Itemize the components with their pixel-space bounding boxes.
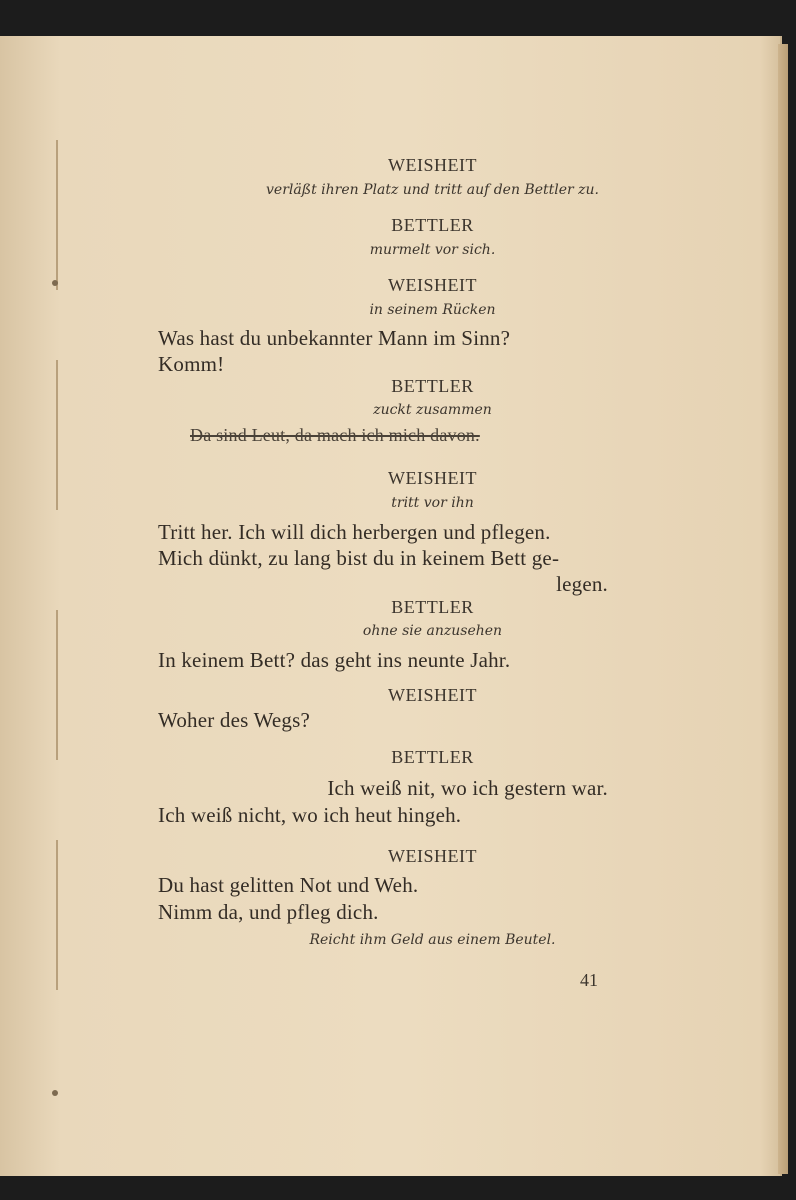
verse-line: Mich dünkt, zu lang bist du in keinem Bett ge- (158, 546, 560, 570)
verse-line: Woher des Wegs? (158, 708, 311, 732)
speaker-name: BETTLER (391, 376, 474, 396)
verse-line: legen. (556, 572, 608, 596)
stage-direction: zuckt zusammen (373, 402, 492, 418)
binding-thread (56, 140, 58, 290)
binding-stitch (52, 280, 58, 286)
speaker-name: WEISHEIT (388, 275, 477, 295)
page-edge (778, 44, 788, 1174)
verse-line: In keinem Bett? das geht ins neunte Jahr. (158, 648, 511, 672)
speaker-name: BETTLER (391, 747, 474, 767)
stage-direction: verläßt ihren Platz und tritt auf den Bettler zu. (266, 182, 599, 198)
stage-direction: Reicht ihm Geld aus einem Beutel. (309, 932, 556, 948)
stage-direction: tritt vor ihn (391, 495, 474, 511)
verse-line: Komm! (158, 352, 225, 376)
binding-stitch (52, 1090, 58, 1096)
verse-line: Tritt her. Ich will dich herbergen und pflegen. (158, 520, 551, 544)
verse-line: Ich weiß nicht, wo ich heut hingeh. (158, 803, 462, 827)
speaker-name: WEISHEIT (388, 468, 477, 488)
stage-direction: in seinem Rücken (369, 302, 496, 318)
speaker-name: BETTLER (391, 597, 474, 617)
stage-direction: murmelt vor sich. (369, 242, 496, 258)
binding-thread (56, 840, 58, 990)
page-number: 41 (580, 970, 598, 990)
verse-line: Nimm da, und pfleg dich. (158, 900, 379, 924)
speaker-name: BETTLER (391, 215, 474, 235)
verse-line: Was hast du unbekannter Mann im Sinn? (158, 326, 511, 350)
speaker-name: WEISHEIT (388, 846, 477, 866)
speaker-name: WEISHEIT (388, 155, 477, 175)
speaker-name: WEISHEIT (388, 685, 477, 705)
struck-verse-line: Da sind Leut, da mach ich mich davon. (190, 425, 480, 445)
verse-line: Ich weiß nit, wo ich gestern war. (327, 776, 608, 800)
stage-direction: ohne sie anzusehen (362, 623, 503, 639)
binding-thread (56, 360, 58, 510)
verse-line: Du hast gelitten Not und Weh. (158, 873, 419, 897)
binding-thread (56, 610, 58, 760)
